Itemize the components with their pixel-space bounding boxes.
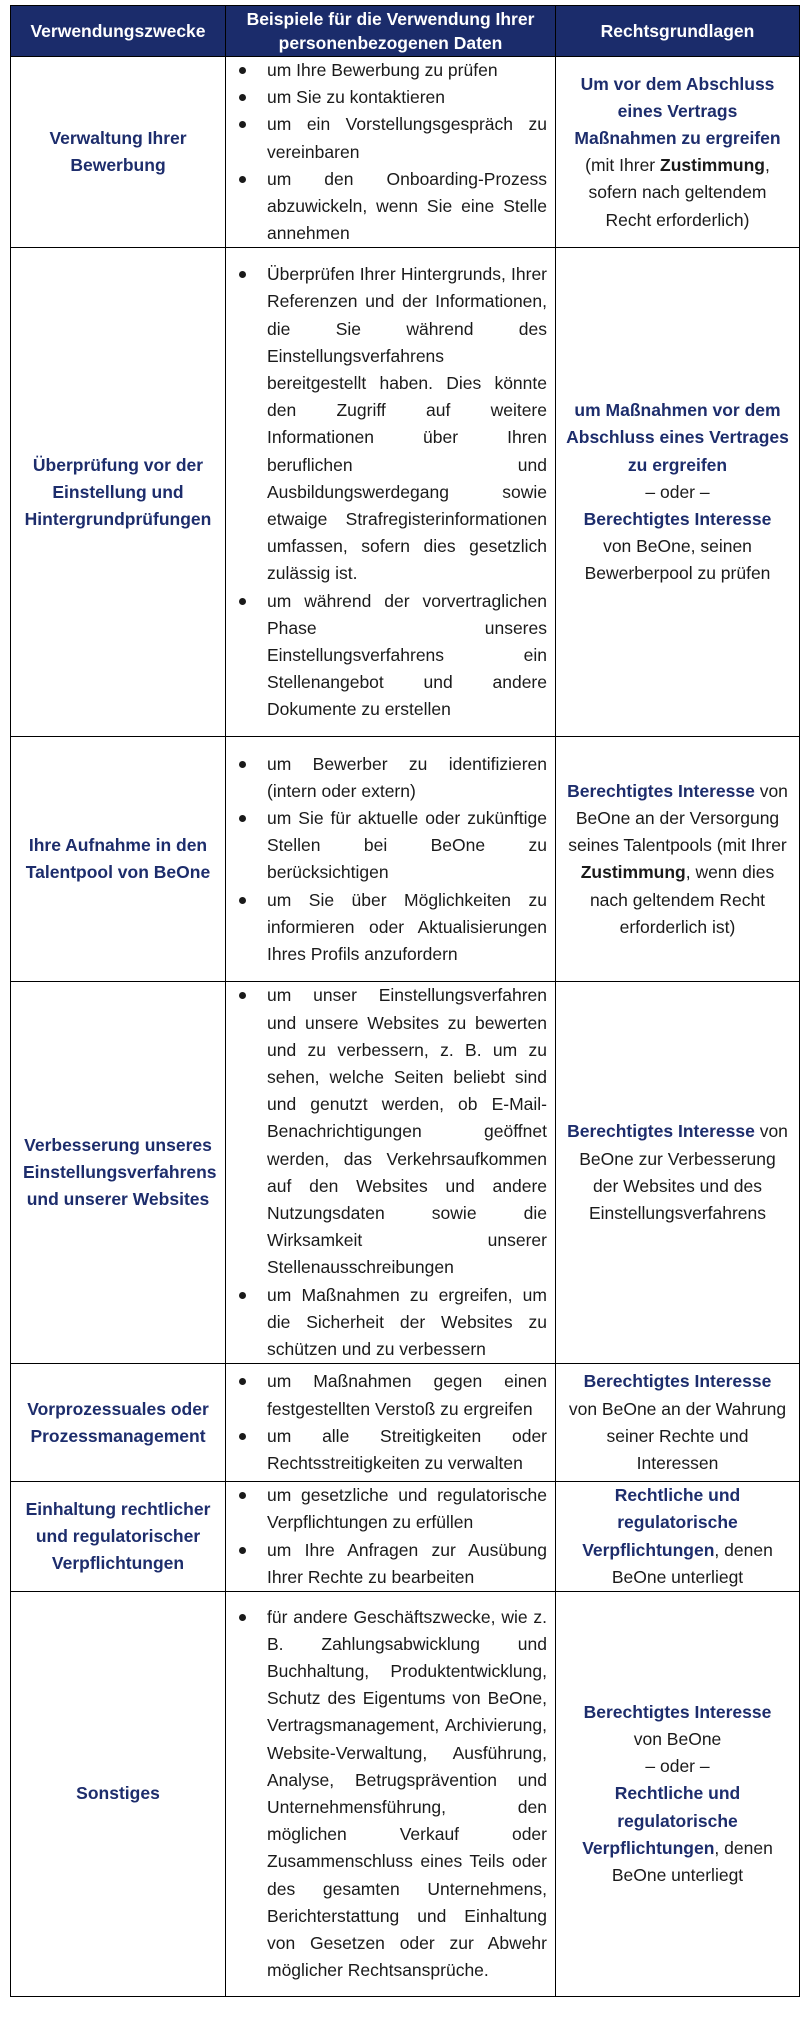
purpose-cell: Verbesserung unseres Einstellungsverfahrens und unserer Websites xyxy=(11,982,226,1364)
legal-consent: Zustimmung xyxy=(580,862,686,883)
table-header-row xyxy=(11,6,800,57)
table-row xyxy=(11,737,800,982)
legal-highlight: Berechtigtes Interesse xyxy=(567,780,755,801)
list-item: um Ihre Anfragen zur Ausübung Ihrer Rechte zu bearbeiten xyxy=(234,1537,547,1591)
legal-basis-cell xyxy=(556,1364,800,1482)
legal-basis-cell xyxy=(556,248,800,737)
examples-cell xyxy=(226,1592,556,1997)
legal-highlight: Um vor dem Abschluss eines Vertrags Maßnahmen zu ergreifen xyxy=(574,73,781,148)
legal-text: von BeOne an der Versorgung seines Talentpools (mit Ihrer xyxy=(568,780,788,856)
legal-text: , wenn dies nach geltendem Recht erforderlich ist) xyxy=(589,862,775,937)
legal-separator: – oder – xyxy=(645,481,710,502)
purpose-cell: Einhaltung rechtlicher und regulatorischer Verpflichtungen xyxy=(11,1482,226,1592)
legal-highlight: Berechtigtes Interesse xyxy=(583,509,772,530)
list-item: um Sie zu kontaktieren xyxy=(234,84,547,111)
purpose-cell: Sonstiges xyxy=(11,1592,226,1997)
table-row xyxy=(11,57,800,248)
list-item: um Ihre Bewerbung zu prüfen xyxy=(234,57,547,84)
header-legal-basis: Rechtsgrundlagen xyxy=(556,6,800,57)
purpose-cell: Überprüfung vor der Einstellung und Hintergrundprüfungen xyxy=(11,248,226,737)
legal-basis-cell xyxy=(556,1482,800,1592)
examples-list xyxy=(234,1604,547,1985)
legal-highlight: Rechtliche und regulatorische Verpflichtungen xyxy=(582,1783,741,1858)
examples-cell xyxy=(226,248,556,737)
header-examples: Beispiele für die Verwendung Ihrer personenbezogenen Daten xyxy=(226,6,556,57)
examples-list xyxy=(234,57,547,247)
purpose-cell: Vorprozessuales oder Prozessmanagement xyxy=(11,1364,226,1482)
list-item: um gesetzliche und regulatorische Verpflichtungen zu erfüllen xyxy=(234,1482,547,1536)
table-row xyxy=(11,982,800,1364)
legal-highlight: Berechtigtes Interesse xyxy=(567,1121,755,1142)
purpose-cell: Ihre Aufnahme in den Talentpool von BeOne xyxy=(11,737,226,982)
examples-cell xyxy=(226,737,556,982)
list-item: um den Onboarding-Prozess abzuwickeln, wenn Sie eine Stelle annehmen xyxy=(234,166,547,248)
legal-text: von BeOne an der Wahrung seiner Rechte und Interessen xyxy=(568,1398,787,1473)
legal-text: , denen BeOne unterliegt xyxy=(611,1837,773,1886)
legal-basis-cell xyxy=(556,737,800,982)
header-purposes: Verwendungszwecke xyxy=(11,6,226,57)
examples-list xyxy=(234,1368,547,1477)
examples-list xyxy=(234,1482,547,1591)
legal-consent: Zustimmung xyxy=(660,155,765,176)
purpose-cell: Verwaltung Ihrer Bewerbung xyxy=(11,57,226,248)
legal-highlight: Rechtliche und regulatorische Verpflichtungen xyxy=(582,1485,741,1560)
table-row xyxy=(11,248,800,737)
examples-cell xyxy=(226,982,556,1364)
legal-text: von BeOne xyxy=(633,1729,722,1750)
examples-list xyxy=(234,261,547,723)
table-row xyxy=(11,1482,800,1592)
legal-basis-cell xyxy=(556,1592,800,1997)
legal-text: , sofern nach geltendem Recht erforderlich) xyxy=(588,155,770,230)
list-item: um Sie für aktuelle oder zukünftige Stellen bei BeOne zu berücksichtigen xyxy=(234,805,547,887)
examples-cell xyxy=(226,1364,556,1482)
legal-highlight: um Maßnahmen vor dem Abschluss eines Vertrages zu ergreifen xyxy=(566,400,789,475)
legal-text: von BeOne, seinen Bewerberpool zu prüfen xyxy=(584,536,771,584)
list-item: Überprüfen Ihrer Hintergrunds, Ihrer Referenzen und der Informationen, die Sie während des Einstellungsverfahrens bereitgestellt haben. Dies könnte den Zugriff auf weitere Informationen über Ihren beruflichen und Ausbildungswerdegang sowie etwaige Strafregisterinformationen umfassen, sofern dies gesetzlich zulässig ist. xyxy=(234,261,547,587)
list-item: um während der vorvertraglichen Phase unseres Einstellungsverfahrens ein Stellenangebot und andere Dokumente zu erstellen xyxy=(234,588,547,724)
list-item: für andere Geschäftszwecke, wie z. B. Zahlungsabwicklung und Buchhaltung, Produktentwicklung, Schutz des Eigentums von BeOne, Vertragsmanagement, Archivierung, Website-Verwaltung, Ausführung, Analyse, Betrugsprävention und Unternehmensführung, den möglichen Verkauf oder Zusammenschluss eines Teils oder des gesamten Unternehmens, Berichterstattung und Einhaltung von Gesetzen oder zur Abwehr möglicher Rechtsansprüche. xyxy=(234,1604,547,1985)
table-row xyxy=(11,1592,800,1997)
legal-basis-cell xyxy=(556,57,800,248)
legal-highlight: Berechtigtes Interesse xyxy=(583,1701,772,1722)
examples-list xyxy=(234,751,547,969)
list-item: um Maßnahmen gegen einen festgestellten Verstoß zu ergreifen xyxy=(234,1368,547,1422)
table-row xyxy=(11,1364,800,1482)
legal-separator: – oder – xyxy=(645,1756,710,1777)
list-item: um ein Vorstellungsgespräch zu vereinbaren xyxy=(234,111,547,165)
legal-text: , denen BeOne unterliegt xyxy=(611,1539,773,1587)
list-item: um alle Streitigkeiten oder Rechtsstreitigkeiten zu verwalten xyxy=(234,1423,547,1477)
examples-cell xyxy=(226,1482,556,1592)
legal-text: (mit Ihrer xyxy=(585,155,660,176)
examples-cell xyxy=(226,57,556,248)
list-item: um Maßnahmen zu ergreifen, um die Sicherheit der Websites zu schützen und zu verbessern xyxy=(234,1282,547,1364)
examples-list xyxy=(234,982,547,1363)
list-item: um unser Einstellungsverfahren und unsere Websites zu bewerten und zu verbessern, z. B. um zu sehen, welche Seiten beliebt sind und genutzt werden, ob E-Mail-Benachrichtigungen geöffnet werden, das Verkehrsaufkommen auf den Websites und andere Nutzungsdaten sowie die Wirksamkeit unserer Stellenausschreibungen xyxy=(234,982,547,1281)
list-item: um Sie über Möglichkeiten zu informieren oder Aktualisierungen Ihres Profils anzufordern xyxy=(234,887,547,969)
data-processing-table xyxy=(10,5,800,1997)
list-item: um Bewerber zu identifizieren (intern oder extern) xyxy=(234,751,547,805)
legal-text: von BeOne zur Verbesserung der Websites und des Einstellungsverfahrens xyxy=(579,1121,788,1224)
legal-highlight: Berechtigtes Interesse xyxy=(583,1371,772,1392)
legal-basis-cell xyxy=(556,982,800,1364)
